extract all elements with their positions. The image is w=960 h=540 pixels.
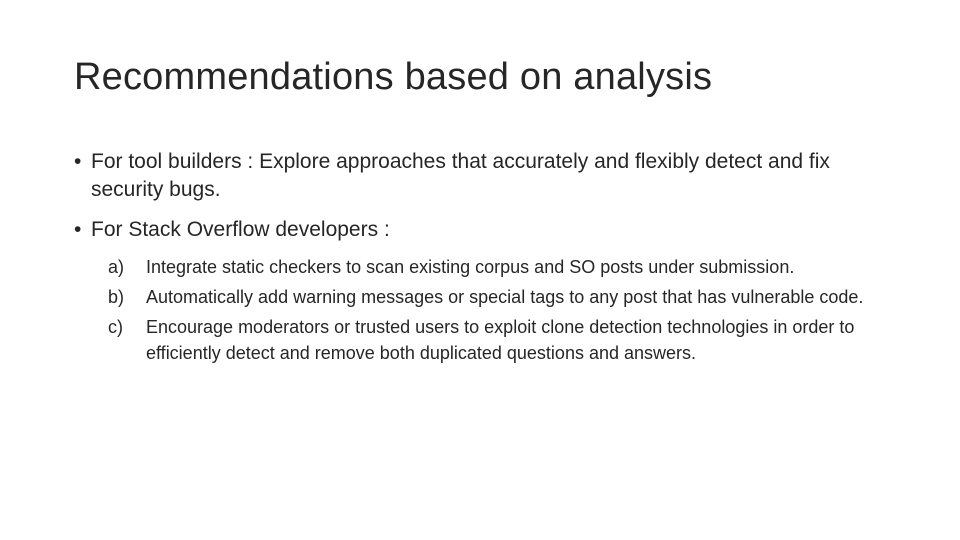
slide-body [74, 148, 894, 370]
bullet-marker: • [74, 218, 82, 241]
sub-item-marker: a) [108, 257, 125, 277]
sub-item-a [108, 254, 894, 280]
sub-item-marker: b) [108, 287, 125, 307]
sub-item-marker: c) [108, 317, 123, 337]
bullet-marker: • [74, 150, 82, 173]
sub-list [74, 254, 894, 366]
bullet-so-developers [74, 216, 894, 244]
bullet-text: For Stack Overflow developers : [91, 218, 390, 241]
sub-item-text: Encourage moderators or trusted users to exploit clone detection technologies in order to efficiently detect and remove both duplicated questions and answers. [146, 317, 855, 363]
slide-title: Recommendations based on analysis [74, 56, 713, 98]
sub-item-text: Automatically add warning messages or special tags to any post that has vulnerable code. [146, 287, 864, 307]
bullet-tool-builders [74, 148, 894, 204]
sub-item-text: Integrate static checkers to scan existing corpus and SO posts under submission. [146, 257, 795, 277]
sub-item-c [108, 314, 894, 366]
sub-item-b [108, 284, 894, 310]
bullet-text: For tool builders : Explore approaches that accurately and flexibly detect and fix security bugs. [91, 150, 830, 201]
